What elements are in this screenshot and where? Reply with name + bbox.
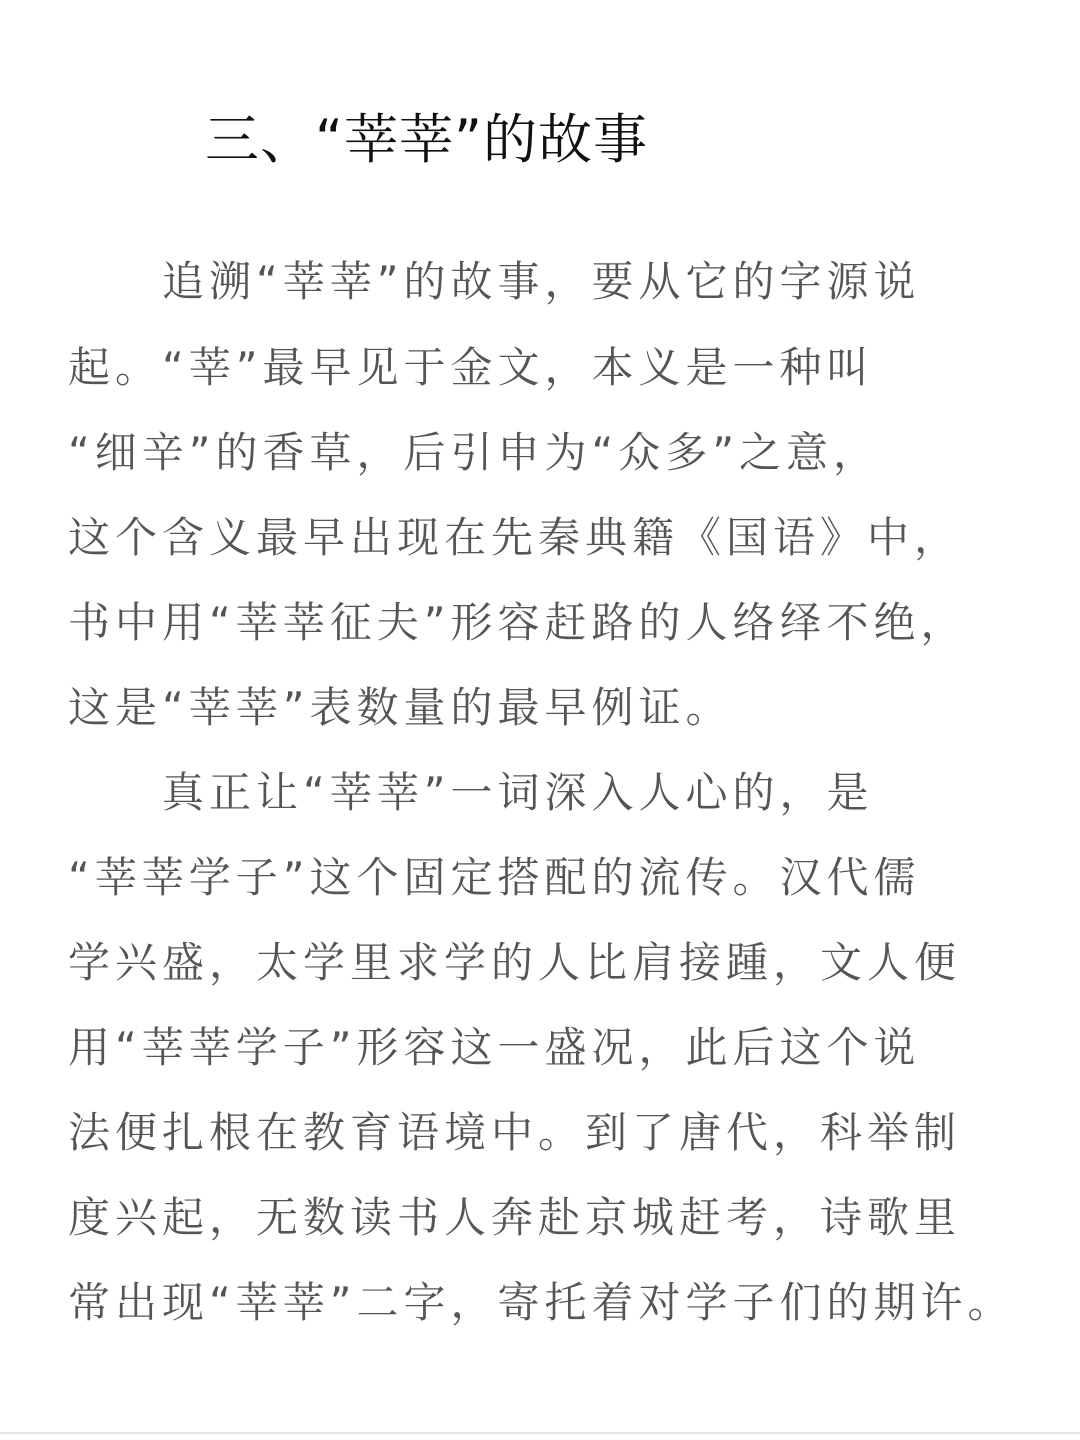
paragraph-2-line-6: 度兴起，无数读书人奔赴京城赶考，诗歌里 [68,1193,962,1242]
paragraph-2-line-5: 法便扎根在教育语境中。到了唐代，科举制 [68,1108,962,1157]
paragraph-2-line-2: “莘莘学子”这个固定搭配的流传。汉代儒 [68,853,921,902]
paragraph-1-line-1: 追溯“莘莘”的故事，要从它的字源说 [162,257,921,306]
paragraph-2-line-3: 学兴盛，太学里求学的人比肩接踵，文人便 [68,938,962,987]
paragraph-1-line-2: 起。“莘”最早见于金文，本义是一种叫 [68,343,874,392]
paragraph-2-line-4: 用“莘莘学子”形容这一盛况，此后这个说 [68,1023,921,1072]
paragraph-1-line-3: “细辛”的香草，后引申为“众多”之意， [68,428,881,477]
paragraph-1-line-5: 书中用“莘莘征夫”形容赶路的人络绎不绝， [68,598,968,647]
section-title: 三、“莘莘”的故事 [205,108,648,171]
paragraph-2-line-7: 常出现“莘莘”二字，寄托着对学子们的期许。 [68,1278,1015,1327]
paragraph-2-line-1: 真正让“莘莘”一词深入人心的，是 [162,768,874,817]
paragraph-1-line-6: 这是“莘莘”表数量的最早例证。 [68,683,733,732]
bottom-divider [0,1432,1080,1434]
paragraph-1-line-4: 这个含义最早出现在先秦典籍《国语》中， [68,513,962,562]
